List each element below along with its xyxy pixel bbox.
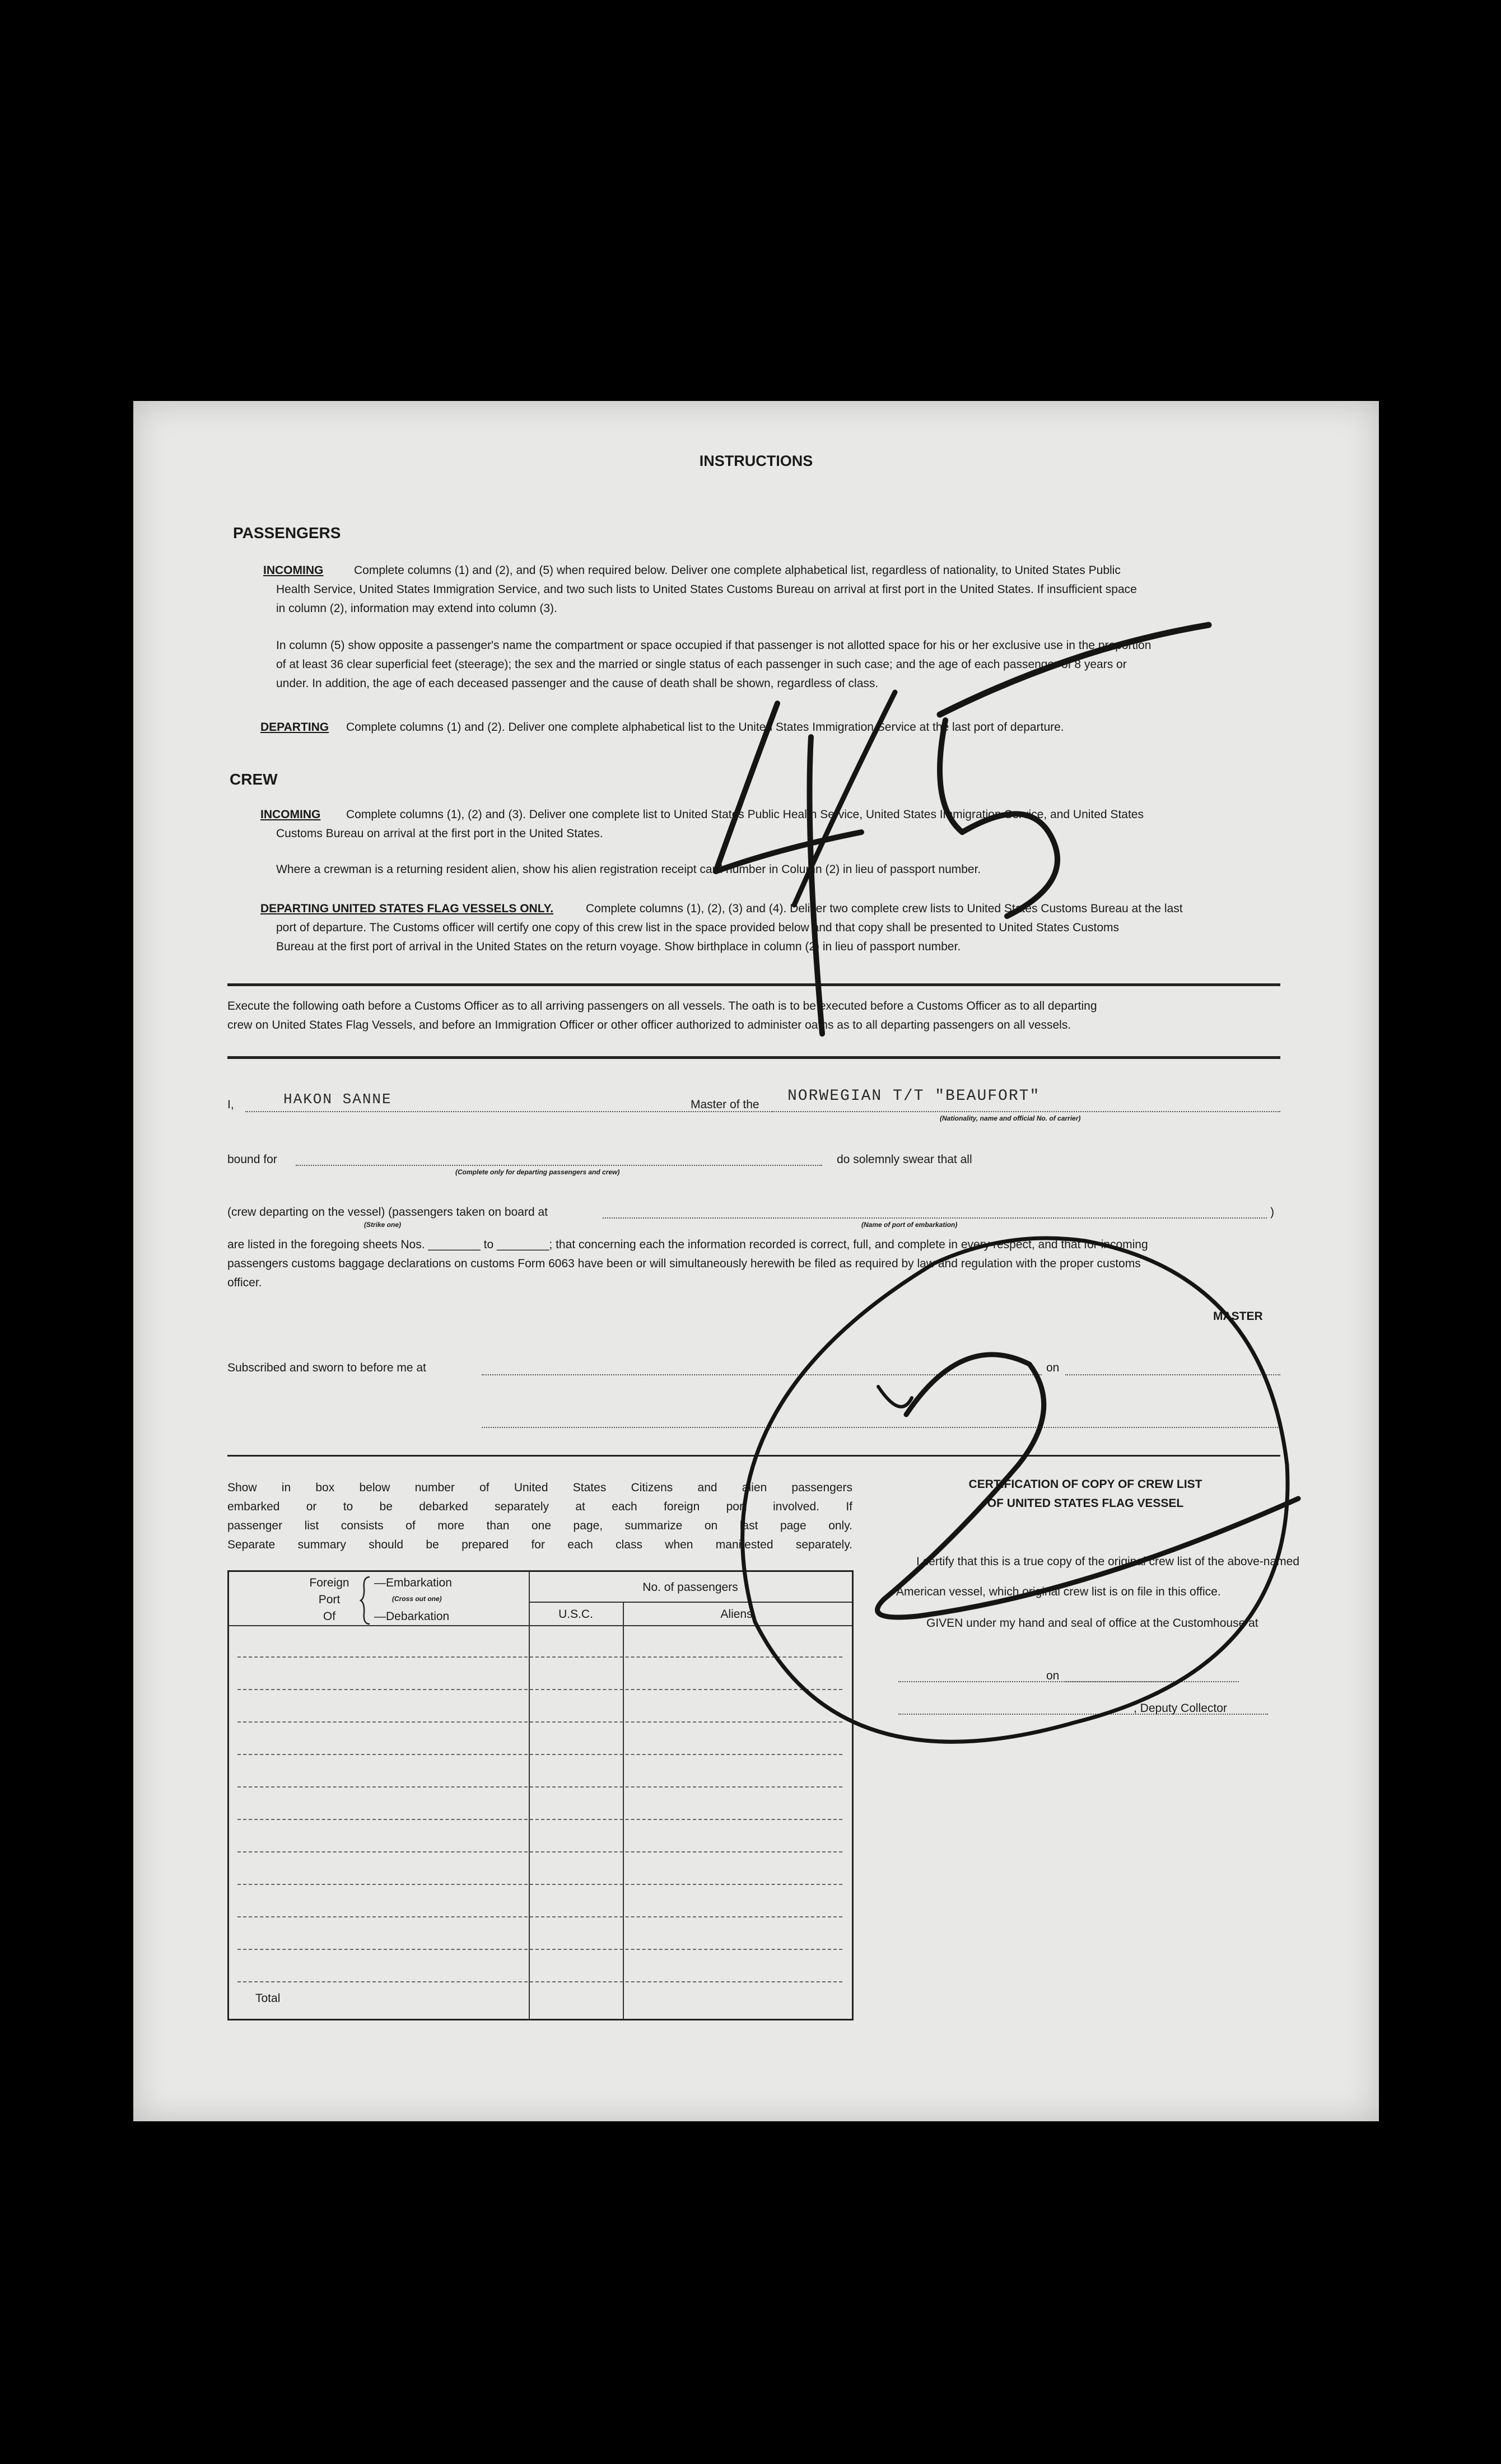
passengers-incoming-label: INCOMING [263, 564, 324, 577]
table-col1-line-1: Foreign [309, 1576, 349, 1589]
table-debarkation-label: —Debarkation [374, 1610, 450, 1623]
handwritten-four-stem [810, 737, 823, 1034]
table-aliens-header: Aliens [720, 1608, 753, 1621]
table-col1-line-3: Of [323, 1610, 336, 1623]
crew-alien-text: Where a crewman is a returning resident alien, show his alien registration receipt card number in Column (2) in lieu of passport number. [276, 863, 981, 876]
table-col1-line-2: Port [318, 1593, 341, 1606]
document-sheet [133, 401, 1379, 2121]
master-signature-label: MASTER [1213, 1310, 1263, 1323]
passengers-departing-text: Complete columns (1) and (2). Deliver one complete alphabetical list to the United States Immigration Service at the last port of departure. [346, 721, 1064, 734]
passengers-col5-line-2: of at least 36 clear superficial feet (steerage); the sex and the married or single status of each passenger in such case; and the age of each passenger of 8 years or [276, 658, 1127, 671]
certification-heading-1: CERTIFICATION OF COPY OF CREW LIST [968, 1478, 1202, 1491]
summary-instruction-line-3: passenger list consists of more than one page, summarize on last page only. [227, 1519, 852, 1532]
sheets-line-3: officer. [227, 1276, 262, 1289]
passengers-incoming-line-1: Complete columns (1) and (2), and (5) when required below. Deliver one complete alphabetical list, regardless of nationality, to United States Public [354, 564, 1121, 577]
document-title: INSTRUCTIONS [699, 452, 813, 469]
oath-intro-line-2: crew on United States Flag Vessels, and before an Immigration Officer or other officer authorized to administer oaths as to all departing passengers on all vessels. [227, 1019, 1071, 1032]
handwritten-tick [878, 1387, 912, 1407]
passengers-heading: PASSENGERS [233, 524, 341, 542]
handwritten-marks [133, 401, 1379, 2121]
oath-i-label: I, [227, 1098, 234, 1111]
certification-on-label: on [1046, 1669, 1060, 1682]
crew-heading: CREW [230, 771, 278, 788]
handwritten-five-body [940, 720, 1057, 916]
passengers-incoming-line-3: in column (2), information may extend into column (3). [276, 602, 557, 615]
table-total-label: Total [255, 1992, 281, 2005]
deputy-collector-label: , Deputy Collector [1134, 1702, 1227, 1715]
certification-line-1: I certify that this is a true copy of the original crew list of the above-named [916, 1555, 1299, 1568]
table-embarkation-label: —Embarkation [374, 1576, 452, 1589]
summary-instruction-line-2: embarked or to be debarked separately at each foreign port involved. If [227, 1500, 852, 1513]
subscribed-on-label: on [1046, 1361, 1060, 1374]
crew-departing-line-3: Bureau at the first port of arrival in the United States on the return voyage. Show birthplace in column (2) in lieu of passport number. [276, 940, 961, 953]
handwritten-circle [743, 1238, 1288, 1742]
crew-departing-line-2: port of departure. The Customs officer will certify one copy of this crew list in the space provided below and that copy shall be presented to United States Customs [276, 921, 1119, 934]
swear-text: do solemnly swear that all [837, 1153, 972, 1166]
bound-for-label: bound for [227, 1153, 277, 1166]
crew-passengers-line: (crew departing on the vessel) (passengers taken on board at [227, 1206, 548, 1219]
master-of-label: Master of the [691, 1098, 759, 1111]
sheets-line-1: are listed in the foregoing sheets Nos. ________ to ________; that concerning each the information recorded is correct, full, and complete in every respect, and that for incoming [227, 1238, 1148, 1251]
table-usc-header: U.S.C. [558, 1608, 593, 1621]
close-paren: ) [1270, 1206, 1274, 1219]
crew-departing-line-1: Complete columns (1), (2), (3) and (4). Deliver two complete crew lists to United States Customs Bureau at the last [586, 902, 1183, 915]
crew-incoming-line-2: Customs Bureau on arrival at the first port in the United States. [276, 827, 603, 840]
summary-instruction-line-1: Show in box below number of United States Citizens and alien passengers [227, 1481, 852, 1494]
subscribed-label: Subscribed and sworn to before me at [227, 1361, 426, 1374]
crew-incoming-line-1: Complete columns (1), (2) and (3). Deliver one complete list to United States Public Health Service, United States Immigration Service, and United States [346, 808, 1144, 821]
passengers-col5-line-1: In column (5) show opposite a passenger's name the compartment or space occupied if that passenger is not allotted space for his or her exclusive use in the proportion [276, 639, 1152, 652]
vessel-note: (Nationality, name and official No. of carrier) [940, 1114, 1081, 1122]
strike-note: (Strike one) [364, 1221, 402, 1229]
handwritten-two [878, 1355, 1298, 1617]
sheets-line-2: passengers customs baggage declarations on customs Form 6063 have been or will simultaneously herewith be filed as required by law and regulation with the proper customs [227, 1257, 1141, 1270]
vessel-value: NORWEGIAN T/T "BEAUFORT" [787, 1088, 1041, 1105]
oath-intro-line-1: Execute the following oath before a Customs Officer as to all arriving passengers on all vessels. The oath is to be executed before a Customs Officer as to all departing [227, 1000, 1097, 1012]
bound-for-note: (Complete only for departing passengers and crew) [455, 1168, 620, 1176]
certification-line-2: American vessel, which original crew list is on file in this office. [896, 1585, 1221, 1598]
port-note: (Name of port of embarkation) [861, 1221, 958, 1229]
handwritten-four-stroke [716, 703, 861, 871]
summary-instruction-line-4: Separate summary should be prepared for each class when manifested separately. [227, 1538, 852, 1551]
passengers-col5-line-3: under. In addition, the age of each deceased passenger and the cause of death shall be shown, regardless of class. [276, 677, 879, 690]
table-cross-out-note: (Cross out one) [392, 1595, 442, 1603]
master-name-value: HAKON SANNE [283, 1091, 392, 1108]
handwritten-five-top [940, 625, 1209, 715]
certification-line-3: GIVEN under my hand and seal of office at the Customhouse at [926, 1617, 1258, 1630]
certification-heading-2: OF UNITED STATES FLAG VESSEL [987, 1497, 1184, 1510]
crew-incoming-label: INCOMING [260, 808, 321, 821]
table-no-passengers-header: No. of passengers [642, 1581, 738, 1594]
passengers-incoming-line-2: Health Service, United States Immigration Service, and two such lists to United States Customs Bureau on arrival at first port in the United States. If insufficient space [276, 583, 1137, 596]
crew-departing-label: DEPARTING UNITED STATES FLAG VESSELS ONLY. [260, 902, 554, 915]
passengers-departing-label: DEPARTING [260, 721, 329, 734]
